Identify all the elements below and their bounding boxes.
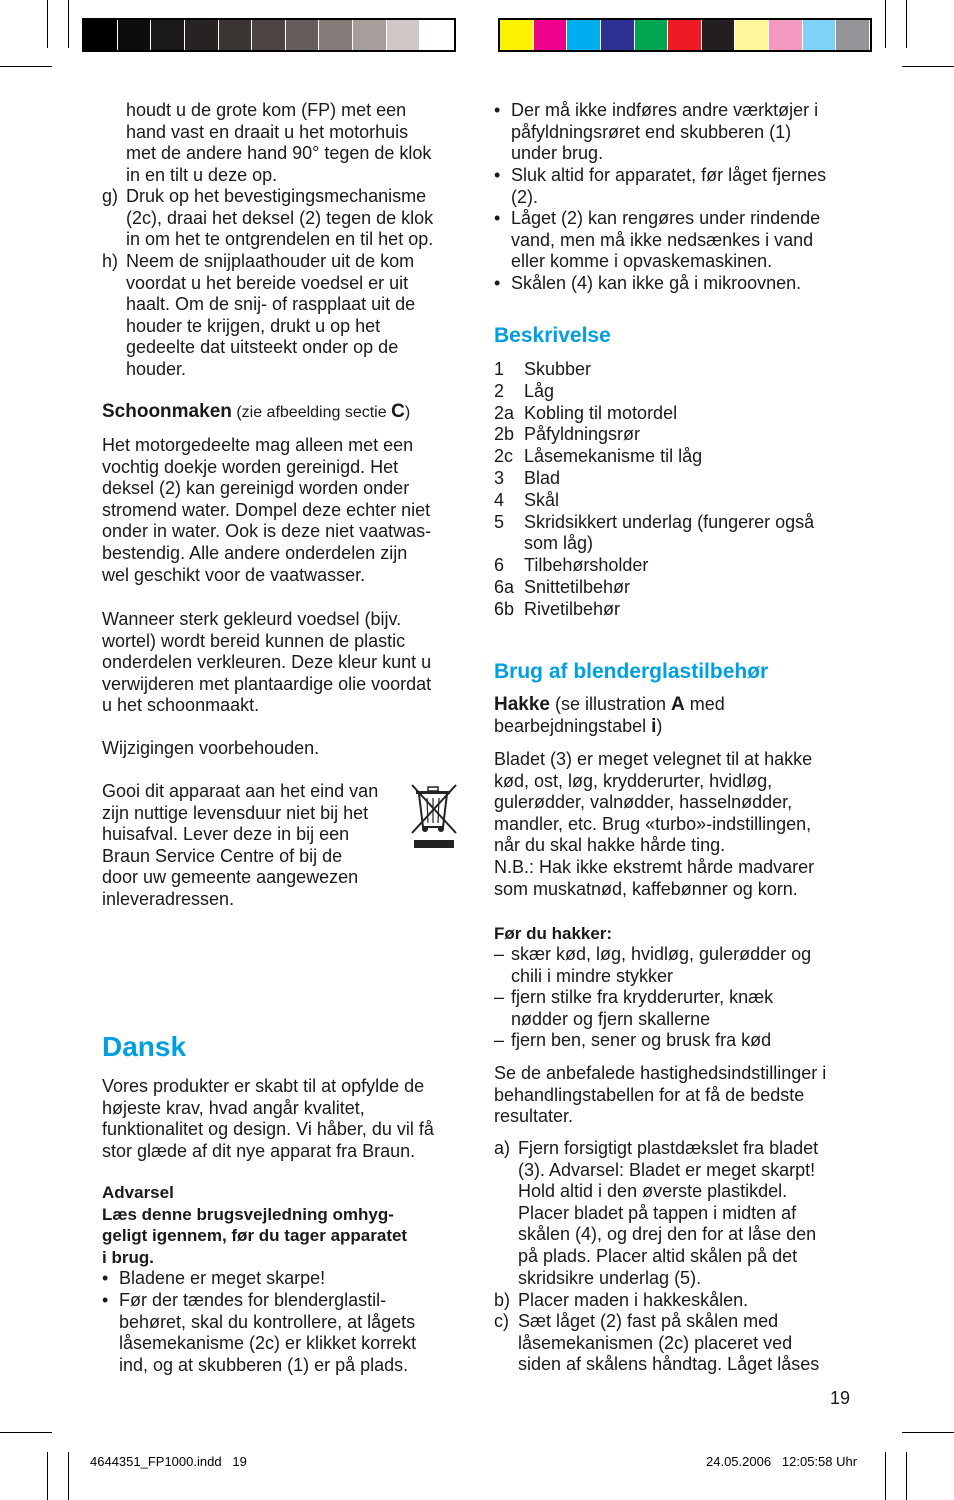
text-line: stor glæde af dit nye apparat fra Braun.	[102, 1140, 416, 1161]
warning-title: Advarsel	[102, 1183, 174, 1202]
crop-mark	[902, 1432, 954, 1433]
cleaning-paragraph-2	[102, 609, 431, 717]
color-swatch	[84, 20, 118, 50]
color-swatch	[567, 20, 601, 50]
step-h	[102, 251, 415, 381]
part-name: Kobling til motordel	[524, 402, 678, 423]
text-line: huisafval. Lever deze in bij een	[102, 824, 350, 845]
part-name: Skridsikkert underlag (fungerer også	[524, 511, 815, 532]
text-line: eller komme i opvaskemaskinen.	[511, 251, 773, 272]
crop-mark	[906, 0, 907, 48]
color-swatch	[769, 20, 803, 50]
color-swatch	[803, 20, 837, 50]
text-line: når du skal hakke hårde ting.	[494, 835, 726, 856]
parts-list-item	[494, 359, 591, 381]
dansk-intro	[102, 1076, 434, 1162]
text-line: påfyldningsrøret end skubberen (1)	[511, 121, 792, 142]
parts-list-item	[494, 555, 648, 577]
text-line: på plads. Placer altid skålen på det	[518, 1245, 798, 1266]
step-label: g)	[102, 186, 119, 206]
text-line: stromend water. Dompel deze echter niet	[102, 499, 431, 520]
parts-list-item	[494, 599, 620, 621]
dash-item	[494, 944, 811, 987]
color-swatch	[118, 20, 152, 50]
crop-mark	[0, 66, 52, 67]
text-line: Der må ikke indføres andre værktøjer i	[511, 100, 819, 120]
part-name: Skubber	[524, 359, 592, 379]
part-number: 5	[494, 511, 505, 532]
text-line: (3). Advarsel: Bladet er meget skarpt!	[518, 1159, 816, 1180]
text-line: skridsikre underlag (5).	[518, 1267, 702, 1288]
text-line: gedeelte dat uitsteekt onder op de	[126, 337, 399, 358]
text-line: Fjern forsigtigt plastdækslet fra bladet	[518, 1138, 819, 1158]
text-line: Læs denne brugsvejledning omhyg-	[102, 1204, 394, 1224]
text-line: deksel (2) kan gereinigd worden onder	[102, 478, 410, 499]
blade-paragraph	[494, 749, 814, 900]
cleaning-heading	[102, 401, 410, 424]
before-chopping-title: Før du hakker:	[494, 924, 613, 943]
beskrivelse-heading: Beskrivelse	[494, 324, 611, 347]
color-swatch	[635, 20, 669, 50]
text-line: Før der tændes for blenderglastil-	[119, 1290, 387, 1310]
text-line: geligt igennem, før du tager apparatet	[102, 1226, 408, 1246]
text-line: Sæt låget (2) fast på skålen med	[518, 1311, 779, 1331]
crop-mark	[68, 0, 69, 48]
text-line: voordat u het bereide voedsel er uit	[126, 272, 409, 293]
heading-note: bearbejdningstabel	[494, 715, 652, 736]
warning-block	[102, 1182, 407, 1268]
dash: –	[494, 944, 505, 964]
text-line: onderdelen verkleuren. Deze kleur kunt u	[102, 652, 432, 673]
part-name: Låsemekanisme til låg	[524, 446, 703, 467]
text-line: vand, men må ikke nedsænkes i vand	[511, 229, 814, 250]
crop-mark	[902, 66, 954, 67]
text-line: behøret, skal du kontrollere, at lågets	[119, 1311, 416, 1332]
text-line: Het motorgedeelte mag alleen met een	[102, 435, 414, 455]
grayscale-calibration-bar	[82, 18, 456, 52]
cleaning-paragraph-1	[102, 435, 431, 586]
heading-note: )	[656, 715, 663, 736]
bullet: •	[102, 1268, 109, 1288]
part-number: 2c	[494, 446, 514, 467]
speed-paragraph	[494, 1063, 826, 1128]
text-line: kød, ost, løg, krydderurter, hvidløg,	[494, 770, 773, 791]
text-line: siden af skålens håndtag. Låget låses	[518, 1354, 820, 1375]
page-number: 19	[830, 1388, 851, 1408]
text-line: inleveradressen.	[102, 888, 235, 909]
text-line: funktionalitet og design. Vi håber, du vil få	[102, 1119, 434, 1140]
bullet: •	[494, 273, 501, 293]
step-g	[102, 186, 433, 251]
part-number: 6b	[494, 598, 515, 619]
parts-list-item	[494, 577, 630, 599]
color-calibration-bar	[498, 18, 872, 52]
parts-list-item	[494, 512, 814, 534]
parts-list-item	[494, 468, 560, 490]
parts-list-item	[494, 403, 677, 425]
part-number: 6a	[494, 577, 515, 597]
text-line: skær kød, løg, hvidløg, gulerødder og	[511, 944, 812, 964]
color-swatch	[151, 20, 185, 50]
parts-list-item	[494, 381, 554, 403]
bullet-item	[494, 165, 826, 208]
text-line: som muskatnød, kaffebønner og korn.	[494, 878, 798, 899]
text-line: haalt. Om de snij- of raspplaat uit de	[126, 294, 416, 315]
color-swatch	[601, 20, 635, 50]
color-swatch	[219, 20, 253, 50]
part-name: Låg	[524, 380, 555, 401]
bullet: •	[494, 208, 501, 228]
changes-reserved: Wijzigingen voorbehouden.	[102, 738, 320, 758]
heading-note: (se illustration	[550, 694, 672, 714]
crop-mark	[885, 1452, 886, 1500]
warning-bullet-1	[102, 1268, 325, 1290]
crop-mark	[68, 1452, 69, 1500]
text-line: låsemekanisme (2c) er klikket korrekt	[119, 1333, 417, 1354]
text-line: nødder og fjern skallerne	[511, 1008, 711, 1029]
text-line: gulerødder, valnødder, hasselnødder,	[494, 792, 793, 813]
bullet: •	[102, 1290, 109, 1310]
step-c	[494, 1311, 819, 1376]
text-line: i brug.	[102, 1247, 154, 1267]
text-line: N.B.: Hak ikke ekstremt hårde madvarer	[494, 856, 815, 877]
text-line: Sluk altid for apparatet, før låget fjernes	[511, 165, 827, 185]
part-number: 2b	[494, 424, 515, 445]
bullet-item	[494, 100, 818, 165]
text-line: Låget (2) kan rengøres under rindende	[511, 208, 821, 228]
text-line: bestendig. Alle andere onderdelen zijn	[102, 542, 408, 563]
color-swatch	[353, 20, 387, 50]
parts-list-item	[494, 446, 702, 468]
continued-text	[126, 100, 431, 186]
part-number: 1	[494, 359, 505, 379]
color-swatch	[735, 20, 769, 50]
text-line: Neem de snijplaathouder uit de kom	[126, 251, 415, 271]
footer-timestamp: 24.05.2006 12:05:58 Uhr	[706, 1454, 858, 1469]
step-label: b)	[494, 1290, 511, 1310]
text-line: in om het te ontgrendelen en til het op.	[126, 229, 434, 250]
dash: –	[494, 1030, 505, 1050]
text-line: skålen (4), og drej den for at låse den	[518, 1224, 817, 1245]
section-letter: C	[391, 401, 405, 422]
part-name: Snittetilbehør	[524, 577, 631, 597]
step-label: a)	[494, 1138, 511, 1158]
text-line: (2).	[511, 186, 538, 207]
text-line: behandlingstabellen for at få de bedste	[494, 1084, 805, 1105]
parts-list-item	[494, 533, 593, 555]
heading-note: (zie afbeelding sectie	[231, 404, 392, 421]
heading-text: Schoonmaken	[102, 401, 232, 422]
text-line: mandler, etc. Brug «turbo»-indstillingen,	[494, 813, 812, 834]
text-line: Hold altid i den øverste plastikdel.	[518, 1181, 788, 1202]
table-letter: i	[651, 715, 657, 737]
heading-text: Hakke	[494, 694, 550, 715]
text-line: onder in water. Ook is deze niet vaatwas-	[102, 521, 432, 542]
text-line: hand vast en draait u het motorhuis	[126, 121, 409, 142]
text-line: låsemekanismen (2c) placeret ved	[518, 1332, 793, 1353]
text-line: u het schoonmaakt.	[102, 695, 260, 716]
step-a	[494, 1138, 818, 1289]
color-swatch	[702, 20, 736, 50]
part-name: Tilbehørsholder	[524, 555, 649, 576]
text-line: Placer maden i hakkeskålen.	[518, 1290, 749, 1310]
text-line: ind, og at skubberen (1) er på plads.	[119, 1354, 409, 1375]
dash-item	[494, 1030, 771, 1052]
text-line: vochtig doekje worden gereinigd. Het	[102, 456, 399, 477]
text-line: met de andere hand 90° tegen de klok	[126, 143, 432, 164]
hakke-heading	[494, 694, 725, 737]
part-number: 2	[494, 380, 505, 401]
text-line: Gooi dit apparaat aan het eind van	[102, 781, 379, 801]
text-line: Wanneer sterk gekleurd voedsel (bijv.	[102, 609, 402, 629]
bullet: •	[494, 100, 501, 120]
part-number: 2a	[494, 402, 515, 423]
heading-note: med	[684, 694, 725, 714]
crop-mark	[906, 1452, 907, 1500]
text-line: Bladene er meget skarpe!	[119, 1268, 326, 1288]
bullet-item	[494, 208, 820, 273]
disposal-paragraph	[102, 781, 378, 911]
crop-mark	[0, 1432, 52, 1433]
text-line: Skålen (4) kan ikke gå i mikroovnen.	[511, 273, 802, 293]
text-line: houder.	[126, 358, 187, 379]
crossed-bin-icon	[410, 781, 458, 851]
bullet: •	[494, 165, 501, 185]
color-swatch	[534, 20, 568, 50]
crop-mark	[885, 0, 886, 48]
parts-list-item	[494, 490, 559, 512]
color-swatch	[387, 20, 421, 50]
part-name: Blad	[524, 468, 561, 488]
text-line: resultater.	[494, 1106, 574, 1127]
dash: –	[494, 987, 505, 1007]
illustration-letter: A	[671, 694, 685, 715]
part-number: 3	[494, 468, 505, 488]
text-line: door uw gemeente aangewezen	[102, 867, 359, 888]
text-line: Vores produkter er skabt til at opfylde de	[102, 1076, 425, 1096]
text-line: houder te krijgen, drukt u op het	[126, 315, 381, 336]
color-swatch	[500, 20, 534, 50]
text-line: in en tilt u deze op.	[126, 164, 278, 185]
color-swatch	[420, 20, 454, 50]
color-swatch	[185, 20, 219, 50]
dash-item	[494, 987, 773, 1030]
crop-mark	[47, 1452, 48, 1500]
step-label: c)	[494, 1311, 509, 1331]
part-name: som låg)	[524, 533, 594, 554]
color-swatch	[836, 20, 870, 50]
text-line: chili i mindre stykker	[511, 965, 674, 986]
dansk-title: Dansk	[102, 1031, 187, 1062]
bullet-item	[494, 273, 801, 295]
text-line: fjern stilke fra krydderurter, knæk	[511, 987, 774, 1007]
heading-note: )	[404, 404, 411, 421]
text-line: wortel) wordt bereid kunnen de plastic	[102, 630, 406, 651]
text-line: Bladet (3) er meget velegnet til at hakke	[494, 749, 813, 769]
crop-mark	[47, 0, 48, 48]
part-name: Rivetilbehør	[524, 598, 621, 619]
footer-filename: 4644351_FP1000.indd 19	[90, 1454, 247, 1469]
text-line: fjern ben, sener og brusk fra kød	[511, 1030, 772, 1050]
text-line: wel geschikt voor de vaatwasser.	[102, 564, 366, 585]
text-line: zijn nuttige levensduur niet bij het	[102, 802, 369, 823]
part-number: 6	[494, 555, 505, 576]
step-label: h)	[102, 251, 119, 271]
text-line: Braun Service Centre of bij de	[102, 845, 343, 866]
step-b	[494, 1290, 748, 1312]
part-name: Påfyldningsrør	[524, 424, 641, 445]
text-line: (2c), draai het deksel (2) tegen de klok	[126, 207, 434, 228]
brug-heading: Brug af blenderglastilbehør	[494, 660, 769, 683]
text-line: verwijderen met plantaardige olie voordat	[102, 673, 432, 694]
color-swatch	[319, 20, 353, 50]
part-number: 4	[494, 489, 505, 510]
text-line: Se de anbefalede hastighedsindstillinger i	[494, 1063, 827, 1083]
color-swatch	[668, 20, 702, 50]
text-line: Placer bladet på tappen i midten af	[518, 1202, 797, 1223]
parts-list-item	[494, 424, 640, 446]
color-swatch	[286, 20, 320, 50]
color-swatch	[252, 20, 286, 50]
warning-bullet-2	[102, 1290, 416, 1376]
text-line: Druk op het bevestigingsmechanisme	[126, 186, 427, 206]
text-line: houdt u de grote kom (FP) met een	[126, 100, 407, 120]
text-line: under brug.	[511, 143, 604, 164]
part-name: Skål	[524, 489, 560, 510]
text-line: højeste krav, hvad angår kvalitet,	[102, 1097, 365, 1118]
